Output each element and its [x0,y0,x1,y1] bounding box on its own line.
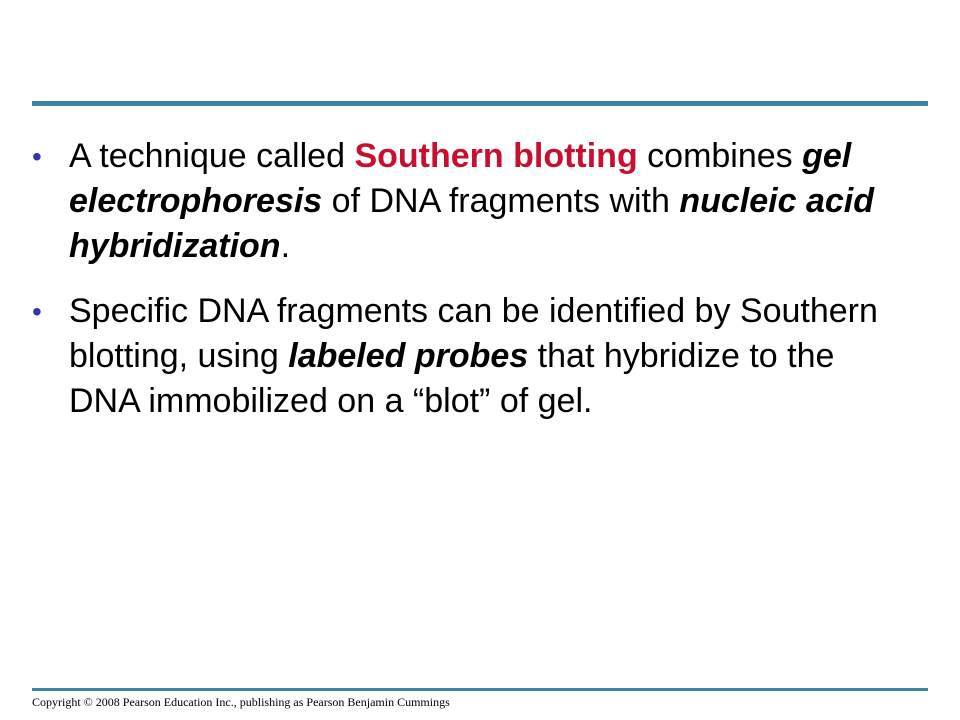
term-gel-electrophoresis: gel electrophoresis [69,137,852,220]
bullet-text-1: A technique called Southern blotting combines gel electrophoresis of DNA fragments with nucleic acid hybridization. [69,137,874,265]
copyright-footer: Copyright © 2008 Pearson Education Inc., publishing as Pearson Benjamin Cummings [32,695,450,709]
bullet-marker-icon: • [32,296,42,327]
bullet-item-2 [32,289,912,424]
top-divider [32,101,928,106]
term-southern-blotting: Southern blotting [354,137,638,175]
bullet-item-1 [32,134,912,269]
slide-body [32,134,912,444]
term-nucleic-acid-hybridization: nucleic acid hybridization [69,182,874,265]
bottom-divider [32,688,928,691]
term-labeled-probes: labeled probes [288,337,529,375]
bullet-text-2: Specific DNA fragments can be identified by Southern blotting, using labeled probes that hybridize to the DNA immobilized on a “blot” of gel. [69,292,878,420]
bullet-marker-icon: • [32,141,42,172]
